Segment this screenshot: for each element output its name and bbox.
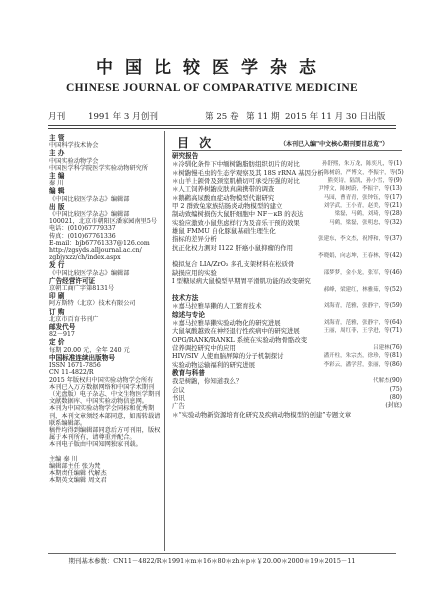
- toc-entry-spacer: [311, 277, 402, 285]
- toc-entry-spacer: [242, 377, 373, 385]
- toc-section-title: 研究报告: [172, 152, 199, 160]
- masthead-heading: 订 购: [49, 307, 65, 316]
- masthead-value: 每期 20.00 元，全年 240 元: [49, 346, 130, 354]
- toc-entry-page: (76): [389, 343, 402, 351]
- toc-entry[interactable]: [172, 344, 402, 352]
- toc-entry[interactable]: [172, 411, 402, 419]
- masthead-heading: 定 价: [49, 338, 65, 347]
- masthead-value: ISSN 1671-7856: [49, 362, 101, 370]
- toc-entry[interactable]: [172, 219, 402, 227]
- journal-title-cn: 中国比较医学杂志: [96, 58, 328, 78]
- toc-entry-title: 大鼠氧酸越致在神经退行性疾病中的研究进展: [172, 327, 300, 336]
- toc-entry-page: (59): [389, 302, 402, 310]
- masthead-value: 100021，北京市朝阳区潘家园南里5号: [49, 218, 157, 226]
- toc-entry-page: (52): [389, 285, 402, 293]
- toc-entry-title: I 型糖尿病大鼠模型早期胃平滑肌功能的改变研究: [172, 277, 311, 286]
- toc-entry-title: 实验动物运输福利的研究进展: [172, 360, 256, 369]
- toc-entry[interactable]: [172, 336, 402, 344]
- toc-heading: 目 次: [177, 136, 215, 150]
- toc-entry-page: (42): [389, 252, 402, 260]
- masthead-value: 《中国比较医学杂志》编辑部: [49, 269, 130, 277]
- toc-entry-authors: 李晓娟，向志坤，王春林，等: [318, 253, 390, 260]
- toc-entry-spacer: [217, 269, 324, 277]
- toc-entry-title: 实验应激致小鼠焦虑样行为及音乐干预的效果: [172, 218, 300, 227]
- toc-entry-page: (9): [393, 177, 402, 185]
- toc-heading-rule: [172, 150, 402, 151]
- toc-entry[interactable]: [172, 327, 402, 335]
- masthead-heading: 印 刷: [49, 292, 65, 301]
- toc-entry-authors: 张建东，李文杰，祝博和，等: [318, 236, 390, 243]
- toc-entry-authors: 代解杰: [373, 378, 390, 385]
- toc-entry-title: ＊冷驯化条件下中缅树鼩脂肪组织切片的对比: [172, 160, 300, 169]
- toc-entry[interactable]: [172, 185, 402, 193]
- masthead-value: 中国医学科学院医学实验动物研究所: [49, 164, 148, 172]
- toc-entry-authors: 孙舒熙，朱万龙，陈奕凡，等: [321, 161, 394, 168]
- toc-entry-title: ＊树鼩慢毛虫的生态学观察及其 18S rRNA 基因分析: [172, 168, 324, 177]
- toc-entry-authors: 邵梦梦，金小龙，张军，等: [323, 269, 390, 276]
- toc-entry[interactable]: [172, 286, 402, 294]
- toc-core-journal-note: （本刊已入编"中文核心期刊要目总览"）: [280, 141, 389, 148]
- toc-entry-authors: 李彩云，潘学营，张丽，等: [323, 361, 390, 368]
- toc-entry-authors: 郝峰，梁建红，林雅茹，等: [323, 286, 390, 293]
- masthead-value: 本刊为中国实验动物学会同标和优秀期刊，本刊文章须经本部同意，如需转载请联系编辑部。: [49, 405, 161, 427]
- toc-entry-authors: 刘学武，王小青，赵美，等: [323, 203, 390, 210]
- masthead-value: 京朝工商广字第8131号: [49, 285, 115, 293]
- masthead-value: 本期英文编辑 周文君: [49, 477, 107, 485]
- toc-entry-title: ＊嘉马拉雅旱獭的人工繁育技术: [172, 302, 262, 311]
- toc-entry-spacer: [185, 402, 386, 410]
- masthead-heading: 发 行: [49, 261, 65, 270]
- toc-entry-spacer: [284, 352, 324, 360]
- masthead-heading: 主 编: [49, 172, 65, 181]
- toc-entry-page: (46): [389, 268, 402, 276]
- toc-entry-spacer: [185, 386, 390, 394]
- toc-entry[interactable]: [172, 244, 402, 252]
- toc-entry-spacer: [274, 185, 318, 193]
- toc-entry-authors: 陈树蔚，严博文，李振宇，等: [323, 169, 396, 176]
- masthead-value: zgbjyxzz/ch/index.aspx: [49, 254, 121, 262]
- journal-params-footer: 期刊基本参数：CN11－4822/R＊1991＊m＊16＊80＊zh＊p＊￥20.00＊2000＊19＊2015－11: [68, 557, 356, 565]
- masthead-value: http://zgsyds.alljournal.ac.cn/: [49, 247, 142, 255]
- toc-section-title: 综述与专论: [172, 310, 205, 319]
- toc-entry[interactable]: [172, 402, 402, 410]
- toc-entry-title: 营养调控研究中的应用: [172, 343, 236, 352]
- masthead-heading: 主 管: [49, 134, 65, 142]
- toc-entry-title: 书讯: [172, 393, 185, 402]
- frequency: 月刊: [48, 112, 66, 122]
- toc-entry-title: ＊鹅鹳高尿酸血症动物模型代谢研究: [172, 193, 275, 202]
- masthead-value: E-mail：bjb67761337@126.com: [49, 239, 150, 247]
- toc-entry-spacer: [274, 194, 323, 202]
- masthead-heading: 出 版: [49, 202, 65, 211]
- toc-entry-authors: 马园，曹青青，张钟钰，等: [323, 194, 390, 201]
- toc-entry-page: (75): [389, 385, 402, 393]
- masthead-value: 稿件均得到编辑部同意后方可刊用，版权属于本刊所有，请尊重并配合。: [49, 426, 161, 442]
- top-rule: [48, 125, 396, 126]
- toc-entry-page: (90): [389, 377, 402, 385]
- toc-entry-page: (81): [389, 352, 402, 360]
- toc-entry-spacer: [303, 210, 334, 218]
- toc-entry-spacer: [276, 227, 402, 235]
- masthead-value: 北京市百育书刊广: [49, 315, 99, 323]
- toc-entry-spacer: [307, 336, 402, 344]
- masthead-heading: 邮发代号: [49, 323, 76, 332]
- toc-entry-page: (71): [389, 327, 402, 335]
- issue-number: 第 11 期: [246, 112, 280, 122]
- masthead-value: 《中国比较医学杂志》编辑部: [49, 195, 130, 203]
- masthead-column: [49, 134, 161, 485]
- masthead-heading: 主 办: [49, 149, 65, 158]
- toc-entry[interactable]: [172, 319, 402, 327]
- volume-number: 第 25 卷: [205, 112, 239, 122]
- toc-entry[interactable]: [172, 361, 402, 369]
- toc-entry-authors: 刘海青，范雅，张静宇，等: [323, 303, 390, 310]
- toc-entry-spacer: [217, 235, 318, 243]
- toc-entry-authors: 尹博文，陈树蔚，李振宇，等: [318, 186, 390, 193]
- toc-entry-spacer: [300, 160, 322, 168]
- masthead-value: 电话：(010)67779337: [49, 225, 116, 233]
- toc-entry-page: (32): [389, 218, 402, 226]
- toc-entry-title: 缺损应用的实验: [172, 268, 217, 277]
- masthead-value: CN 11-4822/R: [49, 369, 94, 377]
- masthead-value: 阿方斯特（北京）技术有限公司: [49, 300, 136, 308]
- top-rule-thin: [48, 128, 396, 129]
- toc-entry-spacer: [300, 219, 329, 227]
- masthead-value: 本刊电子版由中国知网独家刊载。: [49, 441, 142, 449]
- toc-entry-title: 抗正化权力测对 I122 肝癌小鼠抑瘤的作用: [172, 243, 294, 252]
- masthead-heading: 广告经营许可证: [49, 276, 96, 285]
- masthead-value: 编辑部主任 张为梵: [49, 462, 101, 470]
- toc-entry-title: OPG/RANK/RANKL 系统在实验动物骨骼改变: [172, 335, 308, 344]
- toc-entry-authors: 刘海青，范雅，张静宇，等: [323, 319, 390, 326]
- masthead-value: 传真：(010)67761336: [49, 232, 116, 240]
- toc-entry-title: 雄鼠 FMMU 自化豚鼠基础生理生化: [172, 227, 276, 236]
- masthead-value: 2015 年版权归中国实验动物学会所有: [49, 376, 154, 384]
- toc-entry[interactable]: [172, 210, 402, 218]
- toc-entry-title: ＊人工饲养树鼩皮肤真菌携带的调查: [172, 185, 275, 194]
- masthead-value: 82－917: [49, 331, 75, 339]
- toc-entry[interactable]: [172, 377, 402, 385]
- toc-entry-authors: 梁磊，马鹤，刘琦，等: [334, 211, 390, 218]
- toc-entry-page: (37): [389, 235, 402, 243]
- toc-entry-spacer: [300, 327, 324, 335]
- toc-entry[interactable]: [172, 277, 402, 285]
- toc-section-title: 教育与科普: [172, 368, 205, 377]
- toc-entry-authors: 熊奕诗，陆凯，孙小雪，等: [327, 178, 394, 185]
- toc-entry-page: (86): [389, 360, 402, 368]
- toc-entry-spacer: [236, 344, 373, 352]
- publish-date: 2015 年 11 月 30 日出版: [285, 112, 386, 122]
- toc-entry-title: 我是树鼩，你知道我么？: [172, 377, 243, 386]
- toc-entry-title: 模拟复合 LIA/ZrO₂ 多孔支架材料在松质骨: [172, 260, 295, 269]
- toc-entry[interactable]: [172, 194, 402, 202]
- toc-entry-spacer: [294, 260, 402, 268]
- toc-entry-authors: 马鹤，梁磊，张明忠，等: [329, 219, 390, 226]
- toc-entry-authors: 潘开柱，朱宗杰，徐珍，等: [323, 353, 390, 360]
- toc-entry-title: HIV/SIV 人使血脑屏障的分子机制探讨: [172, 352, 284, 361]
- masthead-value: 本期责任编辑 代解杰: [49, 470, 107, 478]
- toc-entry[interactable]: [172, 394, 402, 402]
- masthead-heading: 编 辑: [49, 187, 65, 196]
- bottom-rule: [48, 553, 396, 554]
- toc-entry[interactable]: [172, 302, 402, 310]
- masthead-value: 《中国比较医学杂志》编辑部: [49, 211, 130, 219]
- toc-entry-spacer: [351, 411, 402, 419]
- toc-entry-spacer: [185, 394, 390, 402]
- founded-date: 1991 年 3 月创刊: [88, 112, 158, 122]
- toc-section-title: 技术方法: [172, 293, 199, 302]
- toc-entry[interactable]: [172, 160, 402, 168]
- toc-entry-authors: 王丽，周红菲，王学进，等: [323, 328, 390, 335]
- toc-entry-title: ＊山羊上颌骨及颈室肌横切可承受压强的对比: [172, 177, 300, 186]
- masthead-heading: 中国标准连续出版物号: [49, 353, 115, 362]
- toc-entry-page: (17): [389, 193, 402, 201]
- masthead-value: 中国科学技术协会: [49, 142, 99, 150]
- masthead-value: [49, 449, 161, 456]
- toc-entry-page: (64): [389, 318, 402, 326]
- toc-entry-page: (80): [389, 393, 402, 401]
- toc-entry-authors: 吕建林: [373, 344, 390, 351]
- toc-entry-page: (5): [395, 168, 404, 176]
- column-divider: [164, 131, 165, 551]
- toc-entry-title: 制动致编树损伤大鼠肝细胞中 NF－κB 的表达: [172, 210, 304, 219]
- toc-entry-page: (13): [389, 185, 402, 193]
- toc-entry[interactable]: [172, 169, 402, 177]
- toc-entry-page: (封底): [385, 402, 402, 410]
- toc-entry[interactable]: [172, 352, 402, 360]
- toc-entry-title: 广告: [172, 402, 185, 411]
- table-of-contents: [172, 152, 402, 419]
- toc-entry-page: (21): [389, 202, 402, 210]
- masthead-value: 秦 川: [49, 180, 64, 188]
- toc-entry-title: ＊嘉马拉雅旱獭实验动物化的研究进展: [172, 318, 281, 327]
- toc-entry[interactable]: [172, 269, 402, 277]
- toc-entry-page: (28): [389, 210, 402, 218]
- toc-entry-title: ＊“实验动物新资源培育化研究及疾病动物模型的创建”专题文章: [172, 410, 352, 419]
- masthead-value: 主编 秦 川: [49, 455, 78, 463]
- journal-title-en: CHINESE JOURNAL OF COMPARATIVE MEDICINE: [66, 82, 358, 94]
- toc-entry-spacer: [255, 361, 324, 369]
- toc-entry-spacer: [172, 286, 324, 294]
- toc-entry-spacer: [261, 302, 323, 310]
- toc-entry-spacer: [300, 177, 328, 185]
- toc-entry-title: 会议: [172, 385, 185, 394]
- toc-entry-title: 甲 2 群致兔家族结肠炎动物模型的建立: [172, 202, 283, 211]
- toc-entry-spacer: [281, 319, 324, 327]
- toc-entry-title: 指标的差异分析: [172, 235, 217, 244]
- toc-entry-spacer: [293, 244, 402, 252]
- toc-entry[interactable]: [172, 235, 402, 243]
- masthead-value: 本刊已入万方数据网络和中国学术期刊（光盘版）电子杂志、中文生物医学期刊文献数据库、中国实验动物信息网。: [49, 383, 161, 406]
- masthead-value: 中国实验动物学会: [49, 157, 99, 165]
- toc-entry[interactable]: [172, 260, 402, 268]
- toc-entry[interactable]: [172, 386, 402, 394]
- toc-entry-page: (1): [393, 160, 402, 168]
